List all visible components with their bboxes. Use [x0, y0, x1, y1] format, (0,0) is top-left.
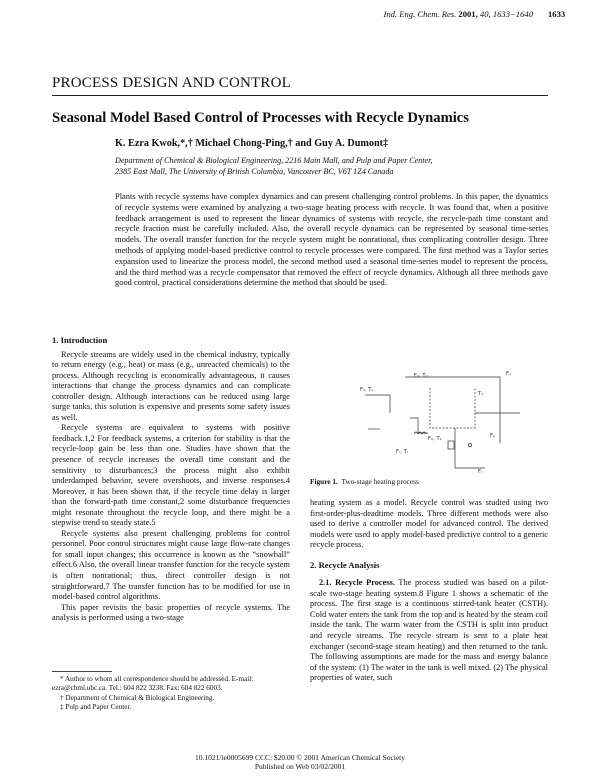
- figure-label: F₂, T₂: [428, 436, 442, 442]
- running-head: [0, 9, 600, 23]
- figure-label: T₁: [478, 391, 484, 397]
- process-diagram: [310, 333, 548, 483]
- heat-exchanger: [448, 441, 454, 449]
- valve-symbol: [468, 443, 471, 446]
- publication-info: [0, 753, 600, 771]
- figure-label: Fᵣ, Tᵣ: [396, 449, 409, 455]
- figure-label: Fᵣ: [478, 469, 483, 475]
- figure-label: Fₚ: [490, 433, 496, 439]
- footnote: * Author to whom all correspondence should be addressed. E-mail: ezra@chml.ubc.ca. Tel.: 604 822 3238. Fax: 604 822 6003.: [52, 675, 254, 693]
- footnote: † Department of Chemical & Biological Engineering.: [60, 693, 215, 702]
- figure-label: F₁: [506, 371, 512, 377]
- paragraph: heating system as a model. Recycle control was studied using two first-order-plus-deadtime models. Three different methods were also used to derive a controller model for advanced control. The derived models were used to apply model-based predictive control to a generic recycle process.: [310, 498, 548, 550]
- affiliation-line: Department of Chemical & Biological Engineering, 2216 Main Mall, and Pulp and Paper Center,: [115, 156, 433, 165]
- footnotes: [52, 675, 290, 713]
- paragraph: Recycle systems are equivalent to systems with positive feedback.1,2 For feedback systems, a criterion for stability is that the recycle-loop gain be less than one. Studies have shown that the presence of recycle increases the overall time constant and the sensitivity to disturbances;3 the process might also exhibit underdamped behavior, severe overshoots, and inverse responses.4 Moreover, it has been shown that, if the recycle time delay is larger than the forward-path time constant,2 some disturbance frequencies might resonate throughout the recycle loop, and there might be a stepwise trend to steady state.5: [52, 423, 290, 528]
- paragraph: Recycle systems also present challenging problems for control personnel. Poor control structures might cause large flow-rate changes for small input changes; this occurrence is known as the “snowball” effect.6 Also, the overall linear transfer function for the recycle system is often nonrational; thus, direct controller design is not straightforward.7 The transfer function has to be modified for use in model-based control algorithms.: [52, 528, 290, 602]
- tank-outline: [430, 388, 475, 428]
- published-line: Published on Web 03/02/2001: [254, 762, 346, 771]
- paragraph: 2.1. Recycle Process. The process studied was based on a pilot-scale two-stage heating system.8 Figure 1 shows a schematic of the process. The first stage is a continuous stirred-tank heater (CSTH). Cold water enters the tank from the top and is heated by the steam coil inside the tank. The warm water from the CSTH is split into product and recycle streams. The recycle stream is sent to a plate heat exchanger (second-stage steam heating) and then returned to the tank. The following assumptions are made for the mass and energy balance of the system: (1) The water in the tank is well mixed. (2) The physical properties of water, such: [310, 578, 549, 683]
- doi-line: 10.1021/ie0005699 CCC: $20.00 © 2001 American Chemical Society: [194, 753, 406, 762]
- figure-label: F₀, T₀: [414, 373, 428, 379]
- section-heading: 1. Introduction: [52, 335, 108, 345]
- abstract: Plants with recycle systems have complex dynamics and can present challenging control problems. In this paper, the dynamics of recycle systems were examined by analyzing a two-stage heating process with recycle. It was found that, when a positive feedback arrangement is used to represent the linear dynamics of systems with recycle, the recycle-path time constant and recycle fraction must be carefully included. Also, the overall recycle dynamics can be represented by seasonal time-series models. The overall transfer function for the recycle system might be nonrational, thus complicating controller design. Three methods of applying model-based predictive control to recycle processes were compared. The first method was a Taylor series expansion used to linearize the process model, the second method used a seasonal time-series model to represent the process, and the third method was a recycle compensator that removed the effect of recycle dynamics. Although all three methods gave good control, practical considerations determine the method that should be used.: [115, 191, 548, 288]
- figure-caption: Figure 1. Two-stage heating process: [310, 477, 419, 486]
- affiliation-line: 2385 East Mall, The University of British Columbia, Vancouver BC, V6T 1Z4 Canada: [115, 167, 394, 176]
- subsection-heading: 2.1. Recycle Process.: [319, 578, 395, 588]
- inlet-pipe: [365, 395, 390, 413]
- affiliation: [115, 155, 555, 177]
- paragraph: Recycle streams are widely used in the chemical industry, typically to return energy (e.g., heat) or mass (e.g., unreacted chemicals) to the process. Although recycling is economically advantageous, it causes interactions that change the process dynamics and can complicate controller design. Although interactions can be reduced using large surge tanks, this solution is expensive and presents some safety issues as well.: [52, 349, 290, 422]
- section-heading: 2. Recycle Analysis: [310, 559, 380, 570]
- section-divider: [52, 95, 548, 96]
- recycle-analysis-section: [310, 498, 548, 684]
- steam-line: [410, 418, 428, 433]
- figure-1-schematic: [310, 333, 548, 483]
- footnote-divider: [52, 671, 112, 672]
- footnote: ‡ Pulp and Paper Center.: [60, 703, 132, 712]
- page-number: 1633: [548, 9, 566, 19]
- figure-label: Fₛ, Tₛ: [360, 387, 374, 393]
- section-title: PROCESS DESIGN AND CONTROL: [52, 75, 291, 91]
- paper-title: Seasonal Model Based Control of Processes with Recycle Dynamics: [52, 110, 469, 126]
- introduction-section: [52, 335, 290, 624]
- author-list: K. Ezra Kwok,*,† Michael Chong-Ping,† and Guy A. Dumont‡: [115, 138, 389, 149]
- journal-citation: Ind. Eng. Chem. Res. 2001, 40, 1633−1640: [383, 9, 533, 19]
- recycle-pipe: [455, 428, 485, 468]
- paragraph: This paper revisits the basic properties of recycle systems. The analysis is performed using a two-stage: [52, 602, 290, 623]
